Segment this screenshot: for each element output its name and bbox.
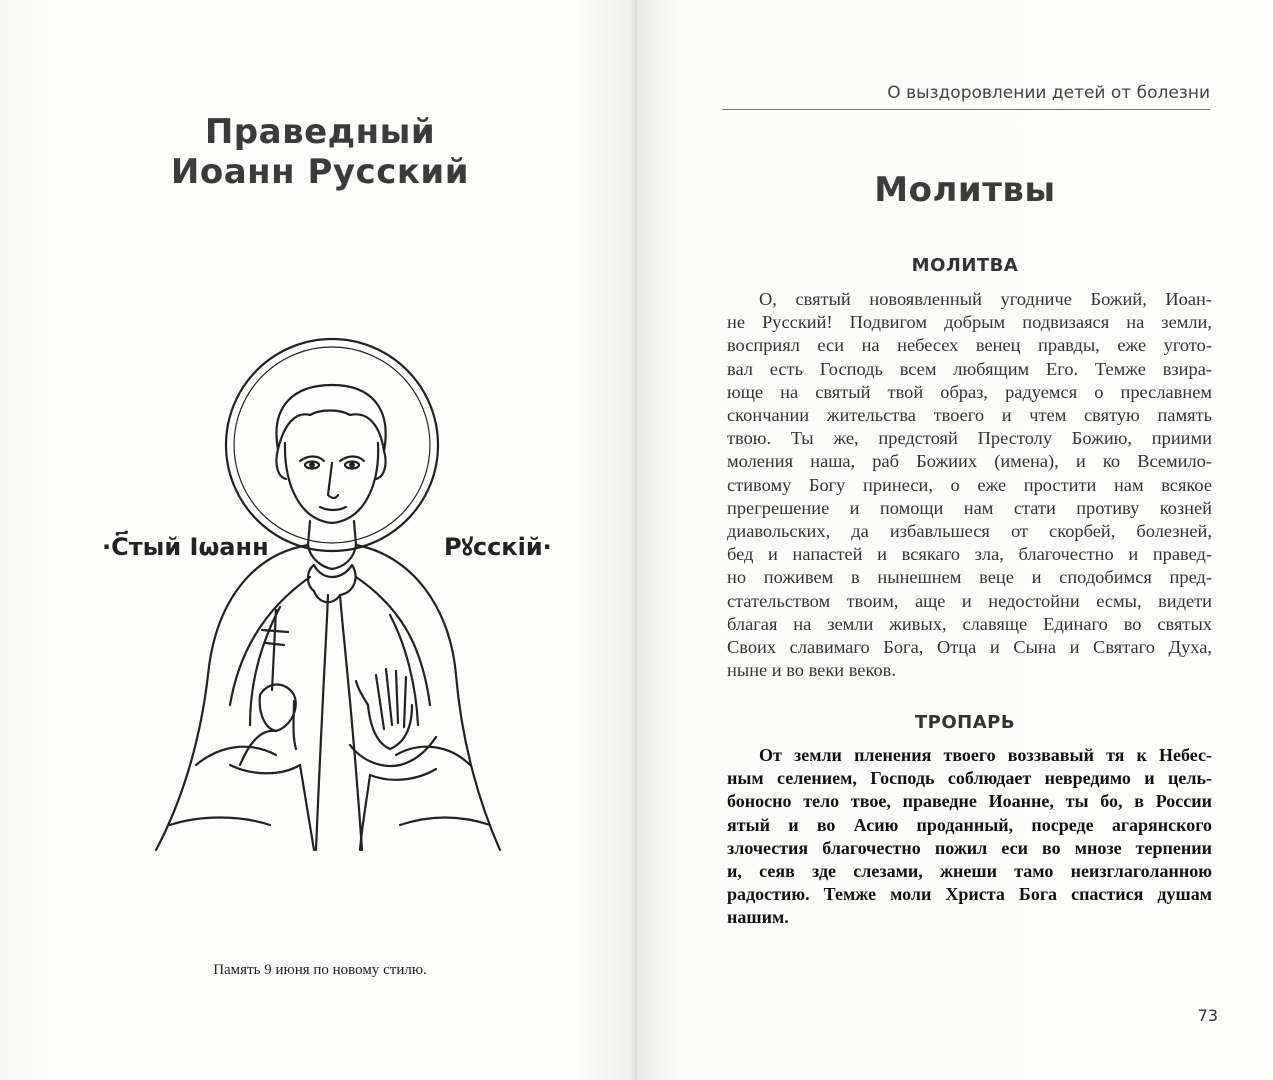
troparion-line: и, сеяв зде слезами, жнеши тамо неизглаголанною — [727, 861, 1212, 882]
troparion-line: боносно тело твое, праведне Иоанне, ты бо, в России — [727, 791, 1212, 812]
prayer-line: восприял еси на небесех венец правды, еже угото- — [727, 335, 1212, 356]
troparion-line: ным селением, Господь соблюдает невредимо и цель- — [727, 768, 1212, 789]
prayer-line: О, святый новоявленный угодниче Божий, Иоан- — [759, 289, 1212, 309]
troparion-line: радостию. Темже моли Христа Бога спастися душам — [727, 884, 1212, 905]
prayer-line: твою. Ты же, предстояй Престолу Божию, приими — [727, 428, 1212, 449]
troparion-line: От земли пленения твоего воззвавый тя к Небес- — [759, 745, 1212, 765]
saint-title-line-2: Иоанн Русский — [170, 152, 470, 192]
prayer-line: благая на земли живых, славяще Единаго во святых — [727, 613, 1212, 634]
troparion-line: ятый и во Асию проданный, посреде агарянского — [727, 814, 1212, 835]
icon-inscription-right: Рꙋсскій· — [444, 533, 552, 561]
troparion-text — [727, 744, 1212, 930]
halo-inner — [234, 347, 430, 543]
running-head: О выздоровлении детей от болезни — [887, 83, 1210, 103]
prayer-text — [727, 288, 1212, 682]
prayers-title: Молитвы — [874, 170, 1056, 210]
prayer-line: но поживем в нынешнем веце и сподобимся пред- — [727, 567, 1212, 588]
page-number: 73 — [1197, 1006, 1218, 1025]
halo-outer — [226, 339, 438, 551]
prayer-line: диавольских, да избавльшеся от скорбей, болезней, — [727, 521, 1212, 542]
saint-title — [100, 112, 540, 192]
prayer-heading: МОЛИТВА — [911, 255, 1019, 276]
prayer-line: Своих славимаго Бога, Отца и Сына и Святаго Духа, — [727, 637, 1212, 658]
prayer-line: стательством твоим, аще и недостойни есмы, видети — [727, 590, 1212, 611]
hair — [277, 385, 386, 451]
saint-icon-illustration — [100, 345, 552, 855]
prayer-line: бед и напастей и всякаго зла, благочестно и правед- — [727, 544, 1212, 565]
prayer-line: юще на святый твой образ, радуемся о преславнем — [727, 381, 1212, 402]
troparion-heading: ТРОПАРЬ — [914, 712, 1016, 733]
prayer-line: моления наша, раб Божиих (имена), и ко Всемило- — [727, 451, 1212, 472]
running-head-rule — [722, 109, 1210, 110]
prayer-line: не Русский! Подвигом добрым подвизаяся на земли, — [727, 312, 1212, 333]
icon-inscription-left: ·С҃тый Іωанн — [102, 533, 269, 561]
prayer-line: вал есть Господь всем любящим Его. Темже взира- — [727, 358, 1212, 379]
saint-title-line-1: Праведный — [204, 112, 436, 152]
prayer-line: ныне и во веки веков. — [727, 660, 896, 681]
prayer-line: прегрешение и помощи нам стати противу козней — [727, 497, 1212, 518]
troparion-line: злочестия благочестно пожил еси во мнозе терпении — [727, 837, 1212, 858]
feast-day-caption: Память 9 июня по новому стилю. — [213, 962, 427, 978]
prayer-line: скончании жительства твоего и чтем святую память — [727, 405, 1212, 426]
troparion-line: нашим. — [727, 907, 789, 928]
prayer-line: стивому Богу принеси, о еже простити нам всякое — [727, 474, 1212, 495]
